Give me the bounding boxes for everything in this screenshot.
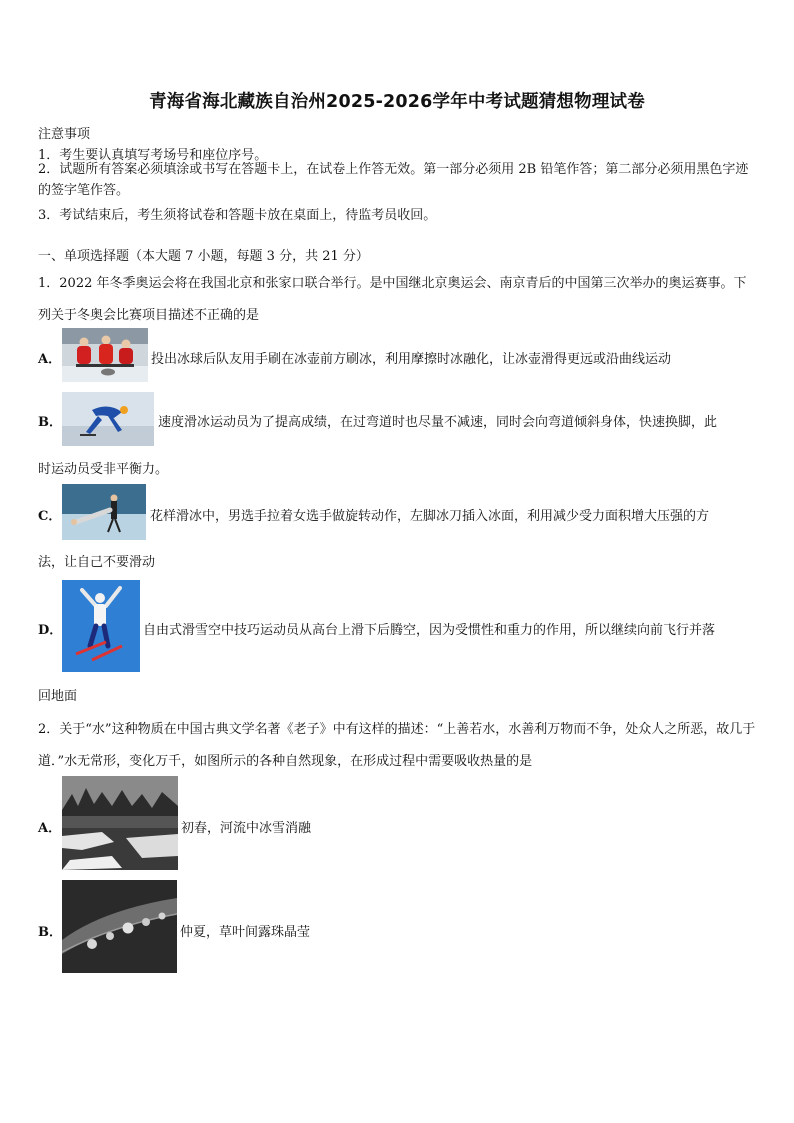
option-letter: A． <box>38 352 62 367</box>
curling-photo-icon <box>62 328 148 382</box>
option-letter: B． <box>38 925 62 940</box>
option-text: 投出冰球后队友用手刷在冰壶前方刷冰，利用摩擦时冰融化，让冰壶滑得更远或沿曲线运动 <box>151 352 672 367</box>
dew-grass-image <box>62 880 177 973</box>
option-letter: A． <box>38 821 62 836</box>
section-heading: 一、单项选择题（本大题 7 小题，每题 3 分，共 21 分） <box>38 249 369 264</box>
option-continuation: 回地面 <box>38 689 78 704</box>
figure-skating-image <box>62 484 146 540</box>
option-text: 仲夏，草叶间露珠晶莹 <box>180 925 311 940</box>
option-text: 速度滑冰运动员为了提高成绩，在过弯道时也尽量不减速，同时会向弯道倾斜身体，快速换脚，此 <box>158 415 718 430</box>
option-text: 初春，河流中冰雪消融 <box>181 821 312 836</box>
notice-heading: 注意事项 <box>38 127 91 142</box>
notice-item-3: 3．考试结束后，考生须将试卷和答题卡放在桌面上，待监考员收回。 <box>38 208 437 223</box>
option-text: 花样滑冰中，男选手拉着女选手做旋转动作，左脚冰刀插入冰面，利用减少受力面积增大压强的方 <box>150 509 710 524</box>
aerial-skiing-image <box>62 580 140 672</box>
speed-skating-photo-icon <box>62 392 154 446</box>
option-text: 自由式滑雪空中技巧运动员从高台上滑下后腾空，因为受惯性和重力的作用，所以继续向前飞行并落 <box>143 623 716 638</box>
melting-ice-photo-icon <box>62 776 178 870</box>
page-title: 青海省海北藏族自治州2025-2026学年中考试题猜想物理试卷 <box>149 92 645 112</box>
option-letter: B． <box>38 415 62 430</box>
option-continuation: 法，让自己不要滑动 <box>38 555 156 570</box>
figure-skating-photo-icon <box>62 484 146 540</box>
option-letter: D． <box>38 623 63 638</box>
curling-image <box>62 328 148 382</box>
aerial-skiing-photo-icon <box>62 580 140 672</box>
speed-skating-image <box>62 392 154 446</box>
question-2-stem: 2．关于“水”这种物质在中国古典文学名著《老子》中有这样的描述：“上善若水，水善利万物而不争，处众人之所恶，故几于道．”水无常形，变化万千，如图所示的各种自然现象，在形成过程中需要吸收热量的是 <box>38 722 756 769</box>
dew-drops-photo-icon <box>62 880 177 973</box>
melting-ice-river-image <box>62 776 178 870</box>
notice-item-1: 1．考生要认真填写考场号和座位序号。 <box>38 148 268 163</box>
question-1-stem: 1．2022 年冬季奥运会将在我国北京和张家口联合举行。是中国继北京奥运会、南京青后的中国第三次举办的奥运赛事。下列关于冬奥会比赛项目描述不正确的是 <box>38 276 747 323</box>
option-continuation: 时运动员受非平衡力。 <box>38 462 169 477</box>
option-letter: C． <box>38 509 62 524</box>
notice-item-2: 2．试题所有答案必须填涂或书写在答题卡上，在试卷上作答无效。第一部分必须用 2B 铅笔作答；第二部分必须用黑色字迹的签字笔作答。 <box>38 162 749 198</box>
